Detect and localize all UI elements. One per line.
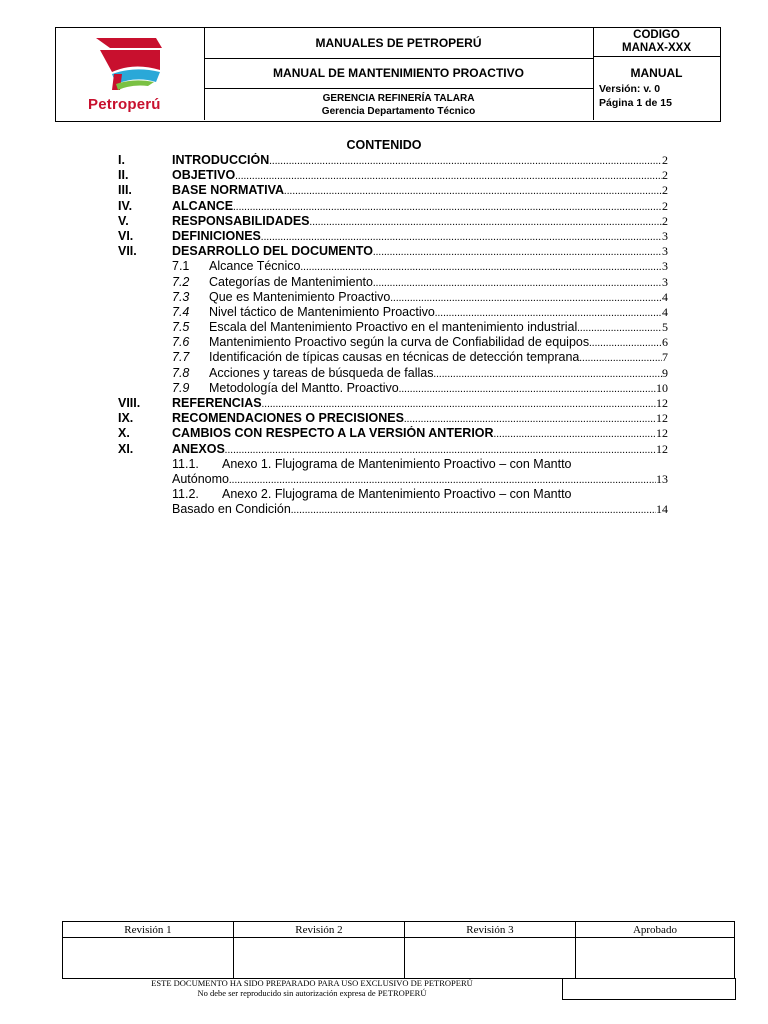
version-text: Versión: v. 0 bbox=[599, 83, 661, 95]
department-line-2: Gerencia Departamento Técnico bbox=[321, 106, 476, 117]
version-block bbox=[599, 82, 672, 110]
toc-page: 12 bbox=[656, 411, 668, 426]
toc-number: VIII. bbox=[118, 396, 141, 410]
toc-text: REFERENCIAS bbox=[172, 396, 262, 410]
approved-header: Aprobado bbox=[575, 922, 734, 938]
toc-entry[interactable] bbox=[118, 396, 668, 411]
toc-text: ALCANCE bbox=[172, 198, 234, 213]
toc-text: Mantenimiento Proactivo según la curva de Confiabilidad de equipos bbox=[209, 335, 590, 350]
toc-page: 3 bbox=[662, 244, 668, 259]
usage-notice-line-2: No debe ser reproducido sin autorización expresa de PETROPERÚ bbox=[197, 988, 427, 998]
toc-subentry[interactable] bbox=[118, 259, 668, 274]
toc-subentry[interactable] bbox=[118, 320, 668, 335]
petroperu-logo-icon bbox=[56, 28, 204, 98]
toc-subentry[interactable] bbox=[118, 381, 668, 396]
toc-text: Acciones y tareas de búsqueda de fallas bbox=[209, 365, 434, 380]
toc-text: Anexo 2. Flujograma de Mantenimiento Proactivo – con Mantto bbox=[222, 487, 572, 502]
approved-cell bbox=[575, 938, 734, 979]
toc-text: CAMBIOS CON RESPECTO A LA VERSIÓN ANTERIOR bbox=[172, 426, 494, 441]
toc-page: 12 bbox=[656, 426, 668, 441]
toc-page: 2 bbox=[662, 213, 668, 228]
toc-text: Categorías de Mantenimiento bbox=[209, 274, 373, 289]
toc-entry[interactable] bbox=[118, 229, 668, 244]
toc-text: Nivel táctico de Mantenimiento Proactivo bbox=[209, 304, 435, 319]
toc-entry[interactable] bbox=[118, 199, 668, 214]
toc-entry[interactable] bbox=[118, 244, 668, 259]
toc-entry[interactable] bbox=[118, 183, 668, 198]
toc-number: VI. bbox=[118, 228, 134, 243]
code-cell bbox=[593, 28, 720, 57]
header-meta-column bbox=[593, 28, 720, 120]
toc-entry[interactable] bbox=[118, 426, 668, 441]
toc-annex-entry[interactable] bbox=[118, 487, 668, 502]
toc-annex-entry-continued[interactable] bbox=[118, 502, 668, 517]
toc-text: DESARROLLO DEL DOCUMENTO bbox=[172, 244, 373, 259]
toc-number: VII. bbox=[118, 244, 137, 259]
toc-subentry[interactable] bbox=[118, 305, 668, 320]
toc-annex-entry[interactable] bbox=[118, 457, 668, 472]
toc-page: 7 bbox=[662, 350, 668, 365]
toc-page: 5 bbox=[662, 320, 668, 335]
toc-text: Metodología del Mantto. Proactivo bbox=[209, 380, 399, 395]
page-number: Página 1 de 15 bbox=[599, 97, 672, 109]
toc-text: ANEXOS bbox=[172, 441, 225, 456]
doc-type: MANUAL bbox=[630, 66, 683, 80]
toc-subentry[interactable] bbox=[118, 335, 668, 350]
toc-text: OBJETIVO bbox=[172, 168, 236, 183]
toc-subnumber: 7.6 bbox=[172, 335, 190, 350]
toc-number: II. bbox=[118, 168, 129, 183]
toc-page: 3 bbox=[662, 274, 668, 289]
toc-page: 9 bbox=[662, 365, 668, 380]
toc-entry[interactable] bbox=[118, 442, 668, 457]
code-value: MANAX-XXX bbox=[621, 42, 691, 54]
usage-notice bbox=[62, 978, 562, 998]
manual-series-title: MANUALES DE PETROPERÚ bbox=[204, 28, 593, 59]
revision-2-header: Revisión 2 bbox=[233, 922, 404, 938]
document-header bbox=[55, 27, 721, 122]
toc-page: 2 bbox=[662, 168, 668, 183]
code-label: CODIGO bbox=[633, 29, 680, 41]
toc-text: RECOMENDACIONES O PRECISIONES bbox=[172, 411, 404, 426]
toc-annex-entry-continued[interactable] bbox=[118, 472, 668, 487]
toc-page: 2 bbox=[662, 198, 668, 213]
toc-text: Basado en Condición bbox=[172, 502, 291, 517]
revision-2-cell bbox=[233, 938, 404, 979]
toc-subentry[interactable] bbox=[118, 350, 668, 365]
toc-page: 14 bbox=[656, 502, 668, 517]
toc-subnumber: 7.7 bbox=[172, 350, 190, 365]
toc-text: Que es Mantenimiento Proactivo bbox=[209, 289, 391, 304]
toc-page: 6 bbox=[662, 335, 668, 350]
toc-subnumber: 11.2. bbox=[172, 487, 199, 502]
toc-subentry[interactable] bbox=[118, 275, 668, 290]
toc-title: CONTENIDO bbox=[346, 138, 422, 152]
toc-subnumber: 7.4 bbox=[172, 304, 190, 319]
toc-page: 2 bbox=[662, 183, 668, 198]
toc-number: IV. bbox=[118, 198, 133, 213]
toc-number: V. bbox=[118, 213, 129, 228]
toc-page: 4 bbox=[662, 304, 668, 319]
department-block bbox=[204, 89, 593, 120]
table-of-contents bbox=[118, 153, 668, 518]
toc-entry[interactable] bbox=[118, 411, 668, 426]
toc-entry[interactable] bbox=[118, 168, 668, 183]
department-line-1: GERENCIA REFINERÍA TALARA bbox=[322, 93, 475, 104]
revision-1-header: Revisión 1 bbox=[63, 922, 234, 938]
usage-notice-line-1: ESTE DOCUMENTO HA SIDO PREPARADO PARA USO EXCLUSIVO DE PETROPERÚ bbox=[151, 978, 473, 988]
toc-text: Escala del Mantenimiento Proactivo en el mantenimiento industrial bbox=[209, 320, 578, 335]
toc-page: 13 bbox=[656, 471, 668, 486]
toc-page: 3 bbox=[662, 259, 668, 274]
approval-signature-box bbox=[562, 978, 736, 1000]
toc-subnumber: 7.1 bbox=[172, 259, 190, 274]
toc-page: 10 bbox=[656, 380, 668, 395]
toc-subentry[interactable] bbox=[118, 290, 668, 305]
toc-text: Autónomo bbox=[172, 471, 229, 486]
toc-page: 2 bbox=[662, 153, 668, 167]
toc-text: INTRODUCCIÓN bbox=[172, 153, 270, 167]
revision-grid bbox=[62, 921, 735, 979]
header-title-column bbox=[204, 28, 594, 120]
toc-number: IX. bbox=[118, 411, 134, 426]
toc-number: I. bbox=[118, 153, 125, 167]
toc-entry[interactable] bbox=[118, 214, 668, 229]
toc-subnumber: 7.3 bbox=[172, 289, 190, 304]
toc-text: BASE NORMATIVA bbox=[172, 183, 285, 198]
revision-1-cell bbox=[63, 938, 234, 979]
toc-page: 4 bbox=[662, 289, 668, 304]
toc-subnumber: 7.2 bbox=[172, 274, 190, 289]
toc-subnumber: 7.9 bbox=[172, 380, 190, 395]
logo-text: Petroperú bbox=[88, 96, 161, 113]
toc-entry[interactable] bbox=[118, 153, 668, 168]
toc-subnumber: 7.5 bbox=[172, 320, 190, 335]
toc-subentry[interactable] bbox=[118, 366, 668, 381]
toc-page: 3 bbox=[662, 228, 668, 243]
toc-number: X. bbox=[118, 426, 130, 441]
revision-3-header: Revisión 3 bbox=[404, 922, 575, 938]
revision-table bbox=[62, 921, 735, 1001]
toc-text: Identificación de típicas causas en técnicas de detección temprana bbox=[209, 350, 580, 365]
toc-subnumber: 7.8 bbox=[172, 365, 190, 380]
toc-page: 12 bbox=[656, 396, 668, 410]
revision-3-cell bbox=[404, 938, 575, 979]
toc-text: DEFINICIONES bbox=[172, 228, 261, 243]
logo-cell bbox=[56, 28, 205, 120]
toc-text: Alcance Técnico bbox=[209, 259, 301, 274]
toc-text: RESPONSABILIDADES bbox=[172, 213, 310, 228]
toc-page: 12 bbox=[656, 441, 668, 456]
toc-subnumber: 11.1. bbox=[172, 456, 199, 471]
toc-number: XI. bbox=[118, 441, 134, 456]
toc-text: Anexo 1. Flujograma de Mantenimiento Proactivo – con Mantto bbox=[222, 456, 572, 471]
toc-number: III. bbox=[118, 183, 132, 198]
manual-title: MANUAL DE MANTENIMIENTO PROACTIVO bbox=[204, 58, 593, 89]
